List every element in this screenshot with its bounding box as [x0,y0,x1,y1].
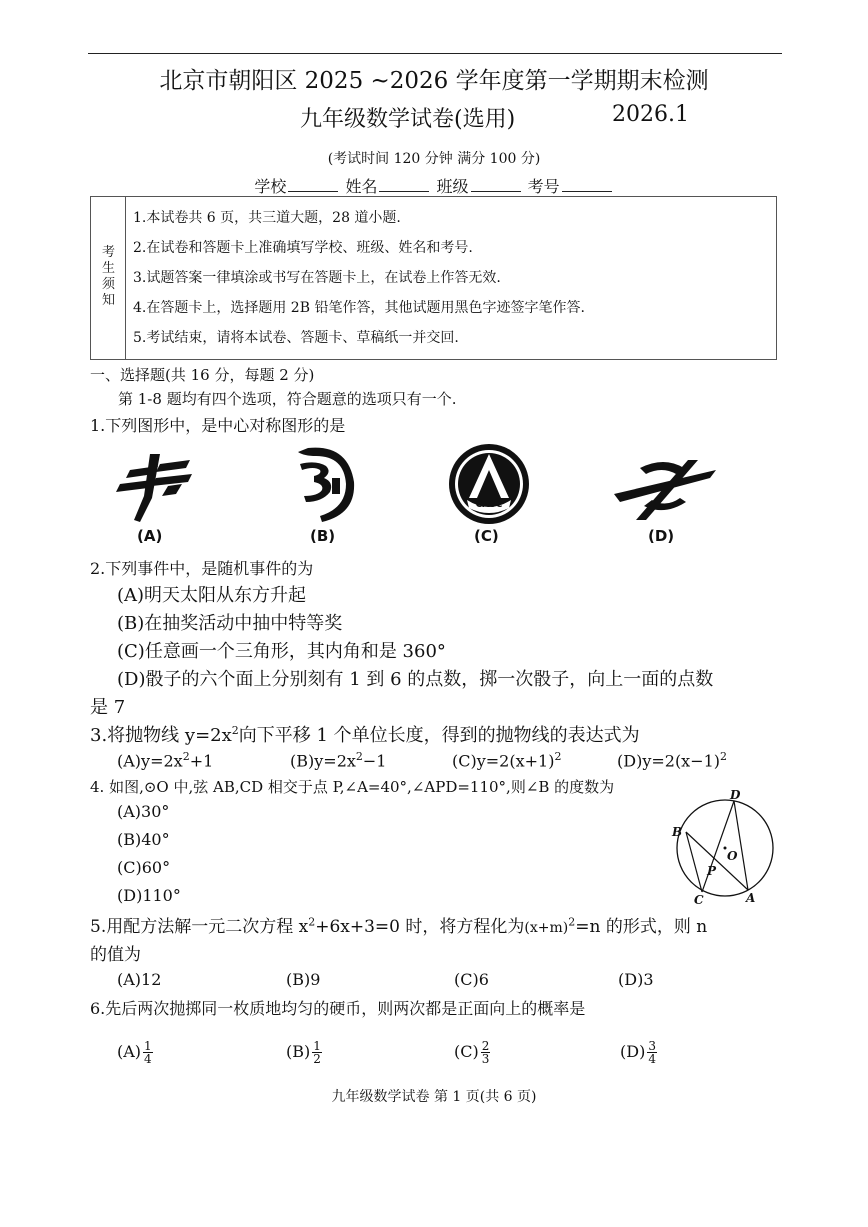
q6-opt-c-fraction [481,1040,491,1065]
notice-item: 2.在试卷和答题卡上准确填写学校、班级、姓名和考号. [133,240,473,256]
question-4: 4. 如图,⊙O 中,弦 AB,CD 相交于点 P,∠A=40°,∠APD=110°,则∠B 的度数为 [90,778,615,796]
figure-c-icon [447,442,531,526]
q5-exp-2: 2 [568,915,576,929]
question-2: 2.下列事件中，是随机事件的为 [90,559,314,578]
q6-opt-a-fraction [143,1040,153,1065]
q5-option-d: (D)3 [618,970,654,989]
q5-option-a: (A)12 [117,970,162,989]
notice-side [91,197,126,359]
q3-opt-d-text: (D)y=2(x−1) [617,751,721,771]
field-class: 班级 [436,177,469,196]
chord-cd [702,801,734,892]
point-b-label: B [672,825,683,839]
q6-opt-d-num: 3 [648,1039,656,1053]
q6-option-d [620,1040,657,1065]
page-footer: 九年级数学试卷 第 1 页(共 6 页) [331,1089,537,1105]
q3-opt-a-text: (A)y=2x [117,751,183,771]
notice-items [133,207,585,357]
exam-title: 北京市朝阳区 2025 ~2026 学年度第一学期期末检测 [159,68,709,94]
question-6: 6.先后两次抛掷同一枚质地均匀的硬币，则两次都是正面向上的概率是 [90,999,586,1018]
q6-opt-d-label: (D) [620,1042,646,1061]
q4-option-a: (A)30° [117,802,170,821]
figure-c-text: CASC [475,500,503,510]
q5-option-c: (C)6 [454,970,489,989]
q2-option-c: (C)任意画一个三角形，其内角和是 360° [117,641,446,662]
figure-d-label: (D) [648,527,675,545]
q2-option-d: (D)骰子的六个面上分别刻有 1 到 6 的点数，掷一次骰子，向上一面的点数 [117,669,714,690]
point-o-label: O [727,849,738,863]
circle-diagram [660,782,782,906]
q3-text-b: 向下平移 1 个单位长度，得到的抛物线的表达式为 [238,725,640,746]
q2-option-b: (B)在抽奖活动中抽中特等奖 [117,613,343,634]
q3-option-d [617,750,727,770]
q6-option-c [454,1040,490,1065]
q4-option-b: (B)40° [117,830,170,849]
q6-opt-b-fraction [312,1040,322,1065]
segment-da [734,801,748,890]
header-rule [88,53,782,54]
q3-option-c [452,750,561,770]
question-3 [90,721,640,747]
field-name: 姓名 [345,177,378,196]
exam-date: 2026.1 [612,102,689,127]
notice-side-label: 考生须知 [102,245,116,308]
q6-opt-d-fraction [647,1040,657,1065]
q3-opt-a-tail: +1 [189,751,214,771]
notice-item: 5.考试结束，请将本试卷、答题卡、草稿纸一并交回. [133,330,459,346]
point-a-label: A [746,891,756,905]
exam-time-info: (考试时间 120 分钟 满分 100 分) [327,151,541,167]
q5-exp-1: 2 [308,915,316,929]
q3-opt-b-exp: 2 [355,750,363,763]
point-p-label: P [707,864,717,878]
q3-opt-c-text: (C)y=2(x+1) [452,751,555,771]
notice-box [90,196,777,360]
q6-opt-a-label: (A) [117,1042,142,1061]
q4-option-c: (C)60° [117,858,171,877]
name-blank[interactable] [379,177,429,192]
point-c-label: C [694,893,704,906]
q3-text-a: 3.将抛物线 y=2x [90,725,232,746]
q5-text-b: +6x+3=0 时，将方程化为 [315,917,525,937]
student-info-line [0,174,868,197]
q6-opt-a-den: 4 [144,1052,152,1066]
q6-opt-b-label: (B) [286,1042,311,1061]
q3-opt-c-exp: 2 [554,750,562,763]
q3-option-a [117,750,213,770]
figure-a-label: (A) [137,527,163,545]
q4-option-d: (D)110° [117,886,181,905]
q6-opt-c-num: 2 [481,1039,490,1053]
chord-ab [686,832,748,890]
figure-c-label: (C) [474,527,499,545]
q2-option-d-cont: 是 7 [90,697,126,718]
figure-d-icon [612,454,718,524]
section-subtitle: 第 1-8 题均有四个选项，符合题意的选项只有一个. [118,390,457,408]
q6-option-a [117,1040,153,1065]
notice-item: 1.本试卷共 6 页，共三道大题，28 道小题. [133,210,401,226]
q3-opt-a-exp: 2 [182,750,190,763]
exam-no-blank[interactable] [562,177,612,192]
q5-text-c: (x+m) [524,920,569,936]
notice-item: 4.在答题卡上，选择题用 2B 铅笔作答，其他试题用黑色字迹签字笔作答. [133,300,585,316]
q6-option-b [286,1040,322,1065]
q3-opt-d-exp: 2 [720,750,728,763]
q6-opt-b-num: 1 [313,1039,321,1053]
q5-text-a: 5.用配方法解一元二次方程 x [90,917,309,937]
q5-option-b: (B)9 [286,970,321,989]
q6-opt-c-den: 3 [481,1052,490,1066]
question-5 [90,912,707,937]
figure-b-icon [290,442,362,524]
point-d-label: D [730,788,741,802]
exam-subtitle: 九年级数学试卷(选用) [300,107,516,132]
segment-bc [686,832,702,892]
section-title: 一、选择题(共 16 分，每题 2 分) [90,366,315,384]
q3-option-b [290,750,386,770]
q6-opt-c-label: (C) [454,1042,479,1061]
q3-opt-b-tail: −1 [362,751,387,771]
q3-opt-b-text: (B)y=2x [290,751,356,771]
q6-opt-d-den: 4 [648,1052,656,1066]
field-exam-no: 考号 [527,177,560,196]
school-blank[interactable] [288,177,338,192]
figure-a-icon [110,452,200,524]
q3-exp: 2 [231,724,239,737]
q2-option-a: (A)明天太阳从东方升起 [117,585,307,606]
question-1: 1.下列图形中，是中心对称图形的是 [90,416,346,435]
figure-b-label: (B) [310,527,336,545]
class-blank[interactable] [471,177,521,192]
notice-item: 3.试题答案一律填涂或书写在答题卡上，在试卷上作答无效. [133,270,501,286]
q5-text-d: =n 的形式，则 n [575,917,708,937]
q6-opt-a-num: 1 [144,1039,152,1053]
q6-opt-b-den: 2 [313,1052,321,1066]
question-5-cont: 的值为 [90,945,141,965]
field-school: 学校 [254,177,287,196]
